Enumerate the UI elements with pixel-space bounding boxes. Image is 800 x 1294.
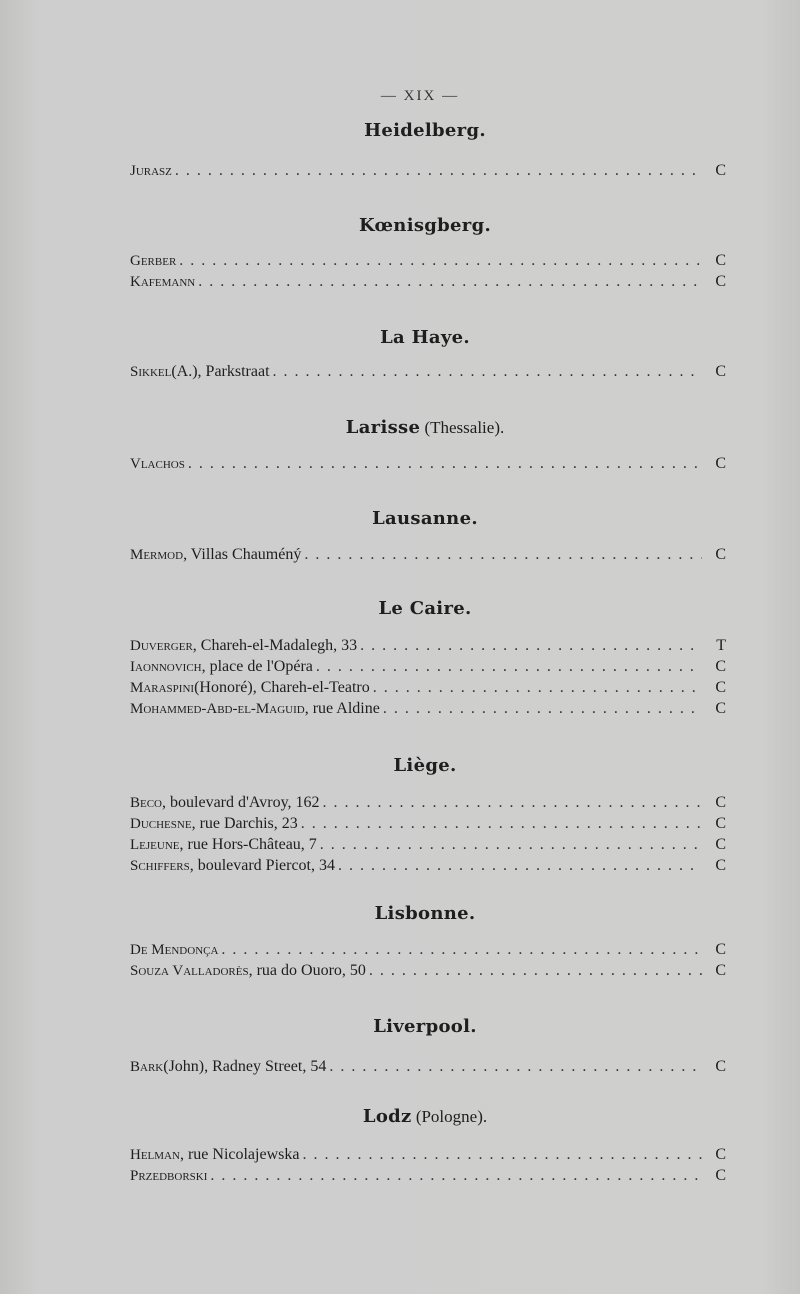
dot-leader	[304, 544, 702, 565]
list-item	[130, 271, 726, 292]
entry-address: (John), Radney Street, 54	[163, 1058, 327, 1075]
entry-code: C	[715, 857, 726, 874]
dot-leader	[221, 939, 702, 960]
list-item	[130, 361, 726, 382]
dot-leader	[323, 792, 702, 813]
city-heading	[0, 120, 800, 142]
list-item	[130, 1144, 726, 1165]
city-name: La Haye.	[380, 327, 470, 348]
entry-address: , Chareh-el-Madalegh, 33	[192, 637, 358, 654]
entry-code: C	[715, 794, 726, 811]
entry-code: C	[715, 162, 726, 179]
dot-leader	[273, 361, 702, 382]
entry-code: C	[715, 1167, 726, 1184]
entry-code: C	[715, 700, 726, 717]
city-name: Lodz	[362, 1106, 412, 1127]
city-heading	[0, 508, 800, 530]
entry-address: , rue Hors-Château, 7	[179, 836, 317, 853]
city-name: Le Caire.	[378, 598, 472, 619]
entry-name: Iaonnovich	[130, 659, 202, 675]
entry-name: Schiffers	[130, 858, 190, 874]
entry-name: Vlachos	[130, 456, 185, 472]
city-name: Larisse	[345, 417, 421, 438]
entry-name: Duchesne	[130, 816, 192, 832]
dot-leader	[188, 453, 702, 474]
entry-name: Przedborski	[130, 1168, 208, 1184]
dot-leader	[360, 635, 702, 656]
entry-name: Sikkel	[130, 364, 172, 380]
list-item	[130, 677, 726, 698]
city-heading	[0, 1016, 800, 1038]
entry-address: , Villas Chauméný	[183, 546, 302, 563]
entry-code: C	[715, 658, 726, 675]
entry-code: C	[715, 252, 726, 269]
dot-leader	[316, 656, 702, 677]
list-item	[130, 160, 726, 181]
entry-list	[130, 1144, 726, 1186]
entry-name: Souza Valladorès	[130, 963, 249, 979]
city-heading	[0, 903, 800, 925]
city-note: (Thessalie).	[420, 418, 505, 437]
entry-name: Helman	[130, 1147, 180, 1163]
list-item	[130, 834, 726, 855]
list-item	[130, 792, 726, 813]
entry-name: De Mendonça	[130, 942, 219, 958]
dot-leader	[175, 160, 702, 181]
list-item	[130, 250, 726, 271]
entry-code: C	[715, 941, 726, 958]
list-item	[130, 656, 726, 677]
entry-address: , rue Nicolajewska	[179, 1146, 300, 1163]
city-heading	[0, 215, 800, 237]
entry-code: C	[715, 679, 726, 696]
dot-leader	[383, 698, 702, 719]
page-number: — XIX —	[380, 88, 460, 104]
entry-name: Mohammed-Abd-el-Maguid	[130, 701, 305, 717]
entry-address: , rua do Ouoro, 50	[248, 962, 366, 979]
city-name: Kœnisgberg.	[358, 215, 492, 236]
entry-list	[130, 1056, 726, 1077]
entry-name: Jurasz	[130, 163, 172, 179]
entry-name: Duverger	[130, 638, 193, 654]
entry-code: C	[715, 836, 726, 853]
entry-name: Lejeune	[130, 837, 180, 853]
dot-leader	[210, 1165, 702, 1186]
entry-code: C	[715, 546, 726, 563]
entry-address: , rue Aldine	[304, 700, 380, 717]
list-item	[130, 960, 726, 981]
entry-address: (Honoré), Chareh-el-Teatro	[194, 679, 370, 696]
list-item	[130, 813, 726, 834]
entry-address: , place de l'Opéra	[201, 658, 313, 675]
city-heading	[0, 1106, 800, 1128]
entry-address: , boulevard d'Avroy, 162	[162, 794, 320, 811]
entry-name: Mermod	[130, 547, 184, 563]
dot-leader	[301, 813, 702, 834]
entry-code: T	[716, 637, 726, 654]
city-name: Lausanne.	[372, 508, 478, 529]
entry-name: Beco	[130, 795, 163, 811]
city-heading	[0, 327, 800, 349]
list-item	[130, 939, 726, 960]
entry-list	[130, 250, 726, 292]
entry-list	[130, 792, 726, 876]
entry-list	[130, 361, 726, 382]
entry-code: C	[715, 273, 726, 290]
list-item	[130, 855, 726, 876]
dot-leader	[198, 271, 702, 292]
list-item	[130, 544, 726, 565]
entry-name: Maraspini	[130, 680, 195, 696]
list-item	[130, 1165, 726, 1186]
dot-leader	[179, 250, 702, 271]
city-heading	[0, 755, 800, 777]
dot-leader	[329, 1056, 702, 1077]
entry-name: Bark	[130, 1059, 164, 1075]
entry-list	[130, 453, 726, 474]
entry-address: , rue Darchis, 23	[191, 815, 298, 832]
dot-leader	[302, 1144, 702, 1165]
entry-list	[130, 939, 726, 981]
entry-name: Kafemann	[130, 274, 196, 290]
entry-code: C	[715, 455, 726, 472]
dot-leader	[369, 960, 702, 981]
list-item	[130, 453, 726, 474]
entry-address: , boulevard Piercot, 34	[189, 857, 335, 874]
entry-list	[130, 635, 726, 719]
dot-leader	[373, 677, 702, 698]
dot-leader	[320, 834, 702, 855]
entry-code: C	[715, 1146, 726, 1163]
entry-code: C	[715, 815, 726, 832]
entry-list	[130, 160, 726, 181]
city-heading	[0, 417, 800, 439]
city-note: (Pologne).	[411, 1107, 488, 1126]
city-name: Liverpool.	[373, 1016, 477, 1037]
city-name: Lisbonne.	[374, 903, 476, 924]
list-item	[130, 1056, 726, 1077]
entry-code: C	[715, 962, 726, 979]
list-item	[130, 635, 726, 656]
city-heading	[0, 598, 800, 620]
city-name: Heidelberg.	[364, 120, 486, 141]
entry-name: Gerber	[130, 253, 177, 269]
city-name: Liège.	[393, 755, 457, 776]
entry-address: (A.), Parkstraat	[171, 363, 270, 380]
dot-leader	[338, 855, 702, 876]
list-item	[130, 698, 726, 719]
entry-code: C	[715, 363, 726, 380]
entry-code: C	[715, 1058, 726, 1075]
entry-list	[130, 544, 726, 565]
